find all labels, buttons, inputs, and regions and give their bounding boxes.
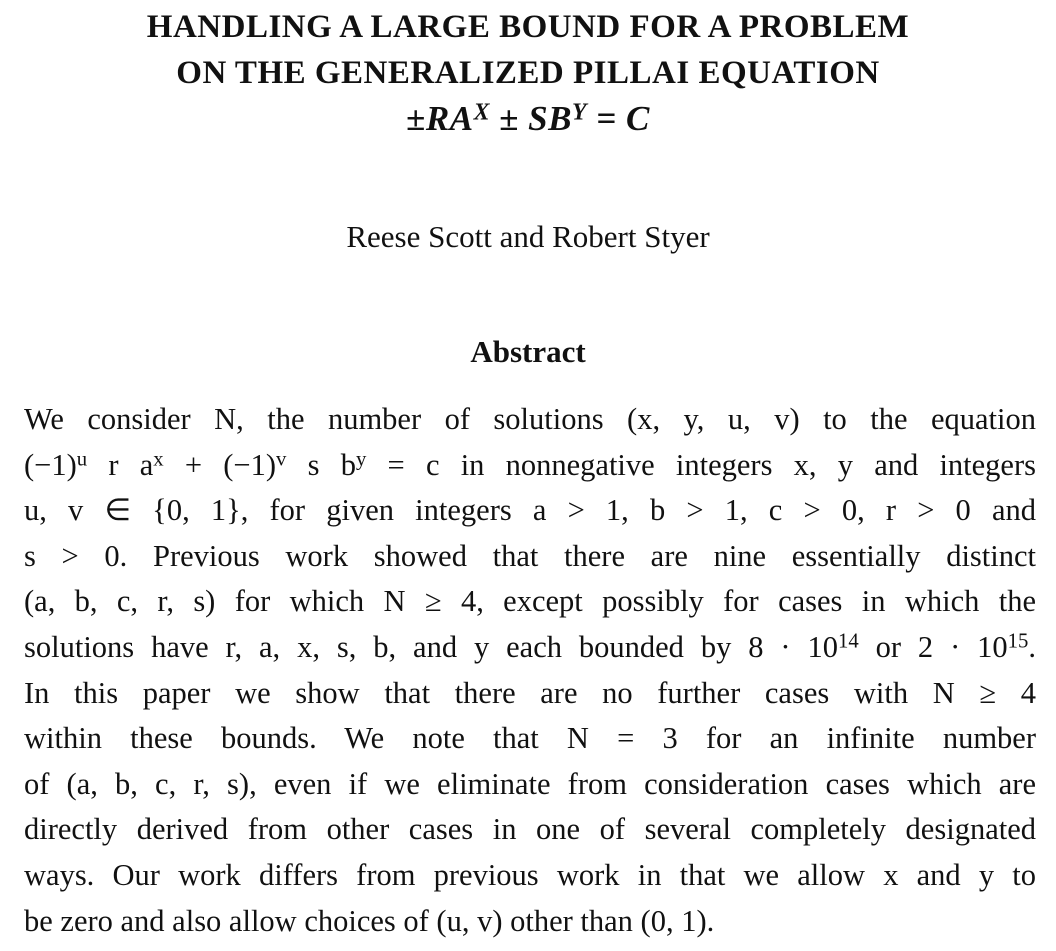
title-line-1: HANDLING A LARGE BOUND FOR A PROBLEM [146, 9, 910, 45]
abstract-line: solutions have r, a, x, s, b, and y each bounded by $8 \cdot 10^{14}$ or $2 \cdot 10^{15}$. [24, 629, 1036, 664]
abstract-line: s > 0. Previous work showed that there are nine essentially distinct [24, 538, 1036, 573]
title-line-2: ON THE GENERALIZED PILLAI EQUATION [176, 55, 880, 91]
authors: Reese Scott and Robert Styer [346, 219, 710, 254]
abstract-line: In this paper we show that there are no further cases with N ≥ 4 [24, 675, 1036, 710]
title-equation: $\pm RA^X \pm SB^Y = C$ [406, 99, 650, 138]
abstract-body [24, 397, 1036, 944]
abstract-line: be zero and also allow choices of (u, v) other than (0, 1). [24, 903, 715, 938]
abstract-line: u, v ∈ {0, 1}, for given integers a > 1, b > 1, c > 0, r > 0 and [24, 493, 1036, 528]
abstract-line: directly derived from other cases in one of several completely designated [24, 812, 1036, 847]
abstract-heading: Abstract [470, 334, 586, 369]
paper-title [0, 4, 1056, 142]
abstract-line: of (a, b, c, r, s), even if we eliminate from consideration cases which are [24, 766, 1036, 801]
abstract-line: ways. Our work differs from previous work in that we allow x and y to [24, 857, 1036, 892]
abstract-line: within these bounds. We note that N = 3 for an infinite number [24, 721, 1036, 756]
abstract-line: (a, b, c, r, s) for which N ≥ 4, except possibly for cases in which the [24, 584, 1036, 619]
abstract-line: $(-1)^u$ r $a^x + (-1)^v$ s $b^y = c$ in nonnegative integers x, y and integers [24, 447, 1036, 482]
abstract-line: We consider N, the number of solutions (x, y, u, v) to the equation [24, 402, 1036, 436]
